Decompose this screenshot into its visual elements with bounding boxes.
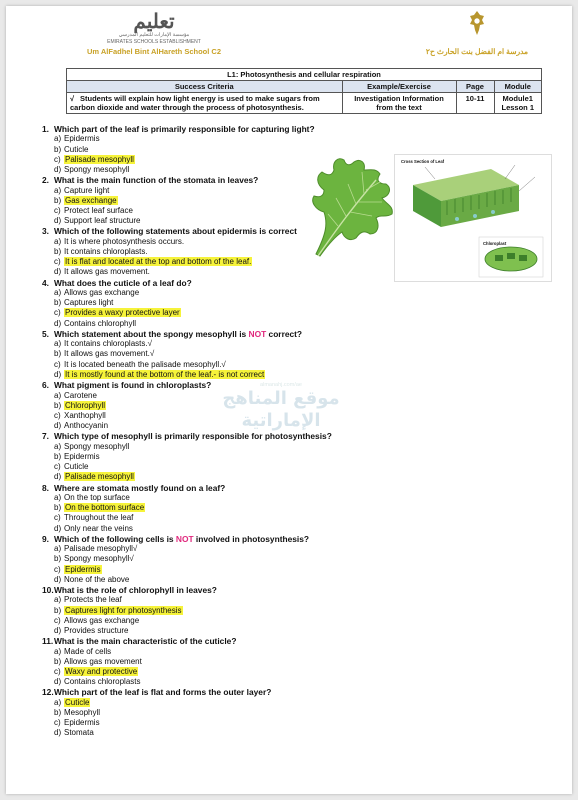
option-item (54, 472, 562, 482)
question-3 (42, 226, 562, 277)
option-item (54, 462, 562, 472)
option-list (54, 134, 562, 175)
option-item (54, 267, 562, 277)
option-item (54, 349, 562, 359)
option-item (54, 391, 562, 401)
option-letter: d) (54, 421, 62, 431)
option-item (54, 308, 562, 318)
question-number: 4. (42, 277, 49, 288)
module-cell: Module1 Lesson 1 (494, 93, 542, 114)
option-item (54, 493, 562, 503)
question-text (42, 534, 562, 544)
option-list (54, 186, 562, 227)
question-text (42, 687, 562, 697)
question-stem: involved in photosynthesis? (193, 533, 310, 544)
option-item (54, 237, 562, 247)
uae-emblem-icon (468, 10, 486, 36)
option-letter: d) (54, 369, 62, 379)
question-10 (42, 585, 562, 636)
question-text (42, 175, 562, 185)
option-letter: d) (54, 523, 62, 533)
correct-answer-highlight: Cuticle (65, 697, 90, 707)
option-text: Allows gas exchange (64, 615, 140, 625)
question-6 (42, 380, 562, 431)
correct-answer-highlight: Palisade mesophyll (65, 154, 134, 164)
question-2 (42, 175, 562, 226)
option-letter: b) (54, 247, 62, 257)
option-text: Epidermis (64, 451, 100, 461)
option-letter: c) (54, 667, 61, 676)
option-item (54, 216, 562, 226)
question-stem: Where are stomata mostly found on a leaf? (54, 482, 226, 493)
option-item (54, 298, 562, 308)
question-text (42, 278, 562, 288)
logo-mark: تعليم (133, 9, 175, 33)
watermark-arabic: موقع المناهج الإماراتية (222, 388, 340, 431)
option-letter: a) (54, 288, 62, 298)
option-list (54, 698, 562, 739)
option-letter: a) (54, 185, 62, 195)
question-number: 3. (42, 226, 49, 237)
question-stem: What is the main function of the stomata in leaves? (54, 175, 259, 186)
correct-answer-highlight: Palisade mesophyll (65, 472, 134, 482)
option-item (54, 206, 562, 216)
option-letter: b) (54, 554, 62, 564)
option-letter: b) (54, 349, 62, 359)
option-text: Epidermis (64, 134, 100, 144)
question-7 (42, 431, 562, 482)
option-item (54, 360, 562, 370)
school-name-english: Um AlFadhel Bint AlHareth School C2 (86, 47, 222, 56)
question-number: 8. (42, 482, 49, 493)
option-list (54, 391, 562, 432)
question-text (42, 585, 562, 595)
question-number: 6. (42, 380, 49, 391)
criterion-cell (67, 93, 343, 114)
question-stem: correct? (266, 328, 303, 339)
option-item (54, 165, 562, 175)
correct-answer-highlight: Chlorophyll (65, 400, 106, 410)
option-list (54, 493, 562, 534)
option-letter: a) (54, 390, 62, 400)
option-letter: c) (54, 257, 61, 267)
diagram-title: Cross Section of Leaf (401, 159, 445, 164)
question-5 (42, 329, 562, 380)
question-text (42, 636, 562, 646)
option-text: It contains chloroplasts.√ (64, 339, 152, 349)
option-text: Only near the veins (64, 523, 133, 533)
chloroplast-title: Chloroplast (483, 241, 507, 246)
question-stem: What pigment is found in chloroplasts? (54, 380, 212, 391)
option-item (54, 606, 562, 616)
option-letter: d) (54, 267, 62, 277)
option-item (54, 565, 562, 575)
option-item (54, 134, 562, 144)
question-text (42, 380, 562, 390)
option-letter: a) (54, 697, 62, 707)
option-item (54, 319, 562, 329)
question-stem: What is the role of chlorophyll in leaves? (54, 584, 217, 595)
option-item (54, 370, 562, 380)
option-text: None of the above (64, 574, 130, 584)
option-letter: b) (54, 298, 62, 308)
option-letter: b) (54, 708, 62, 718)
option-letter: b) (54, 144, 62, 154)
option-text: It contains chloroplasts. (64, 247, 148, 257)
correct-answer-highlight: It is mostly found at the bottom of the leaf.- is not correct (65, 369, 265, 379)
question-text (42, 124, 562, 134)
option-letter: c) (54, 718, 61, 728)
option-item (54, 677, 562, 687)
option-item (54, 708, 562, 718)
option-letter: a) (54, 134, 62, 144)
option-text: Protect leaf surface (64, 206, 133, 216)
question-stem: Which of the following statements about epidermis is correct (54, 226, 297, 237)
option-item (54, 257, 562, 267)
question-number: 1. (42, 124, 49, 134)
option-letter: c) (54, 410, 61, 420)
option-item (54, 554, 562, 564)
option-item (54, 728, 562, 738)
correct-answer-highlight: Provides a waxy protective layer (65, 308, 180, 318)
question-number: 12. (42, 687, 54, 698)
question-number: 5. (42, 328, 49, 339)
option-item (54, 647, 562, 657)
correct-answer-highlight: On the bottom surface (65, 503, 145, 513)
option-item (54, 718, 562, 728)
option-text: Epidermis (64, 718, 100, 728)
option-text: Palisade mesophyll√ (64, 544, 138, 554)
option-letter: d) (54, 677, 62, 687)
option-item (54, 155, 562, 165)
option-text: Mesophyll (64, 708, 101, 718)
example-cell: Investigation Information from the text (342, 93, 456, 114)
option-list (54, 544, 562, 585)
option-item (54, 421, 562, 431)
option-text: Stomata (64, 728, 94, 738)
option-letter: a) (54, 595, 62, 605)
option-text: Made of cells (64, 646, 112, 656)
question-text (42, 226, 562, 236)
option-text: Cuticle (64, 144, 89, 154)
option-text: Anthocyanin (64, 421, 109, 431)
option-letter: a) (54, 339, 62, 349)
question-number: 2. (42, 175, 49, 186)
question-stem: Which statement about the spongy mesophyll is (54, 328, 249, 339)
option-text: Protects the leaf (64, 595, 122, 605)
option-text: Cuticle (64, 462, 89, 472)
option-letter: c) (54, 308, 61, 318)
option-item (54, 524, 562, 534)
option-text: Capture light (64, 185, 110, 195)
check-icon: √ (70, 94, 75, 103)
page-header (6, 6, 572, 70)
question-stem: Which type of mesophyll is primarily responsible for photosynthesis? (54, 431, 332, 442)
option-item (54, 698, 562, 708)
question-9 (42, 534, 562, 585)
option-item (54, 667, 562, 677)
option-text: Contains chloroplasts (64, 677, 141, 687)
option-text: It allows gas movement. (64, 267, 150, 277)
option-letter: d) (54, 625, 62, 635)
correct-answer-highlight: Waxy and protective (65, 667, 138, 676)
option-letter: b) (54, 195, 62, 205)
col-success-criteria: Success Criteria (67, 81, 343, 93)
option-letter: d) (54, 574, 62, 584)
question-stem: Which part of the leaf is primarily responsible for capturing light? (54, 124, 315, 134)
worksheet-page (6, 6, 572, 794)
not-emphasis: NOT (248, 328, 267, 339)
option-letter: b) (54, 451, 62, 461)
page-cell: 10-11 (456, 93, 494, 114)
question-stem: Which of the following cells is (54, 533, 176, 544)
option-item (54, 575, 562, 585)
logo-sub-english: EMIRATES SCHOOLS ESTABLISHMENT (107, 39, 201, 45)
question-text (42, 483, 562, 493)
option-letter: b) (54, 400, 62, 410)
option-item (54, 657, 562, 667)
question-number: 9. (42, 533, 49, 544)
option-letter: c) (54, 615, 61, 625)
option-letter: a) (54, 646, 62, 656)
col-page: Page (456, 81, 494, 93)
not-emphasis: NOT (175, 533, 194, 544)
option-letter: a) (54, 441, 62, 451)
success-criteria-table (66, 68, 542, 114)
correct-answer-highlight: It is flat and located at the top and bottom of the leaf. (65, 257, 252, 267)
option-letter: d) (54, 472, 62, 482)
option-text: It allows gas movement.√ (64, 349, 155, 359)
option-item (54, 247, 562, 257)
option-text: On the top surface (64, 492, 130, 502)
option-letter: b) (54, 656, 62, 666)
option-letter: b) (54, 503, 62, 513)
criterion-text: Students will explain how light energy is used to make sugars from carbon dioxide and water through the process of photosynthesis. (70, 94, 320, 112)
option-item (54, 196, 562, 206)
col-example: Example/Exercise (342, 81, 456, 93)
option-list (54, 595, 562, 636)
option-item (54, 513, 562, 523)
correct-answer-highlight: Gas exchange (65, 195, 117, 205)
option-item (54, 626, 562, 636)
option-item (54, 411, 562, 421)
question-text (42, 329, 562, 339)
option-item (54, 595, 562, 605)
question-stem: What does the cuticle of a leaf do? (54, 277, 192, 288)
option-text: Contains chlorophyll (64, 318, 137, 328)
option-letter: c) (54, 513, 61, 523)
option-item (54, 186, 562, 196)
option-text: Xanthophyll (64, 410, 106, 420)
option-text: Carotene (64, 390, 97, 400)
option-item (54, 452, 562, 462)
question-12 (42, 687, 562, 738)
option-item (54, 544, 562, 554)
option-list (54, 237, 562, 278)
option-letter: d) (54, 318, 62, 328)
correct-answer-highlight: Captures light for photosynthesis (65, 605, 182, 615)
option-item (54, 616, 562, 626)
option-letter: c) (54, 564, 61, 574)
uae-emblem-block (402, 10, 552, 56)
question-11 (42, 636, 562, 687)
option-text: Spongy mesophyll√ (64, 554, 134, 564)
option-letter: b) (54, 605, 62, 615)
option-letter: d) (54, 165, 62, 175)
option-letter: c) (54, 359, 61, 369)
question-4 (42, 278, 562, 329)
option-letter: c) (54, 462, 61, 472)
question-number: 10. (42, 584, 54, 595)
option-letter: c) (54, 206, 61, 216)
correct-answer-highlight: Epidermis (65, 564, 101, 574)
option-letter: a) (54, 236, 62, 246)
question-stem: Which part of the leaf is flat and forms the outer layer? (54, 687, 272, 698)
watermark-url: almanahj.com/ae (260, 382, 302, 388)
col-module: Module (494, 81, 542, 93)
option-text: Spongy mesophyll (64, 441, 130, 451)
option-list (54, 442, 562, 483)
option-text: Spongy mesophyll (64, 165, 130, 175)
option-text: It is located beneath the palisade mesophyll.√ (64, 359, 226, 369)
option-letter: d) (54, 728, 62, 738)
question-text (42, 431, 562, 441)
question-list (42, 124, 562, 739)
option-text: Support leaf structure (64, 216, 141, 226)
option-item (54, 442, 562, 452)
option-list (54, 288, 562, 329)
option-list (54, 647, 562, 688)
option-letter: a) (54, 544, 62, 554)
question-8 (42, 483, 562, 534)
option-text: Provides structure (64, 625, 129, 635)
logo-sub-arabic: مؤسسة الإمارات للتعليم المدرسي (118, 32, 190, 38)
option-text: Allows gas exchange (64, 288, 140, 298)
option-letter: d) (54, 216, 62, 226)
option-text: It is where photosynthesis occurs. (64, 236, 185, 246)
option-text: Allows gas movement (64, 656, 142, 666)
option-letter: c) (54, 154, 61, 164)
option-item (54, 288, 562, 298)
question-stem: What is the main characteristic of the cuticle? (54, 636, 237, 647)
question-number: 11. (42, 636, 54, 647)
option-list (54, 339, 562, 380)
option-text: Captures light (64, 298, 114, 308)
option-item (54, 145, 562, 155)
question-number: 7. (42, 431, 49, 442)
question-1 (42, 124, 562, 175)
option-item (54, 401, 562, 411)
option-text: Throughout the leaf (64, 513, 134, 523)
option-letter: a) (54, 492, 62, 502)
option-item (54, 503, 562, 513)
option-item (54, 339, 562, 349)
school-name-arabic: مدرسة ام الفضل بنت الحارث ح٢ (425, 47, 529, 56)
ese-logo (64, 10, 244, 56)
lesson-title: L1: Photosynthesis and cellular respiration (67, 69, 542, 81)
